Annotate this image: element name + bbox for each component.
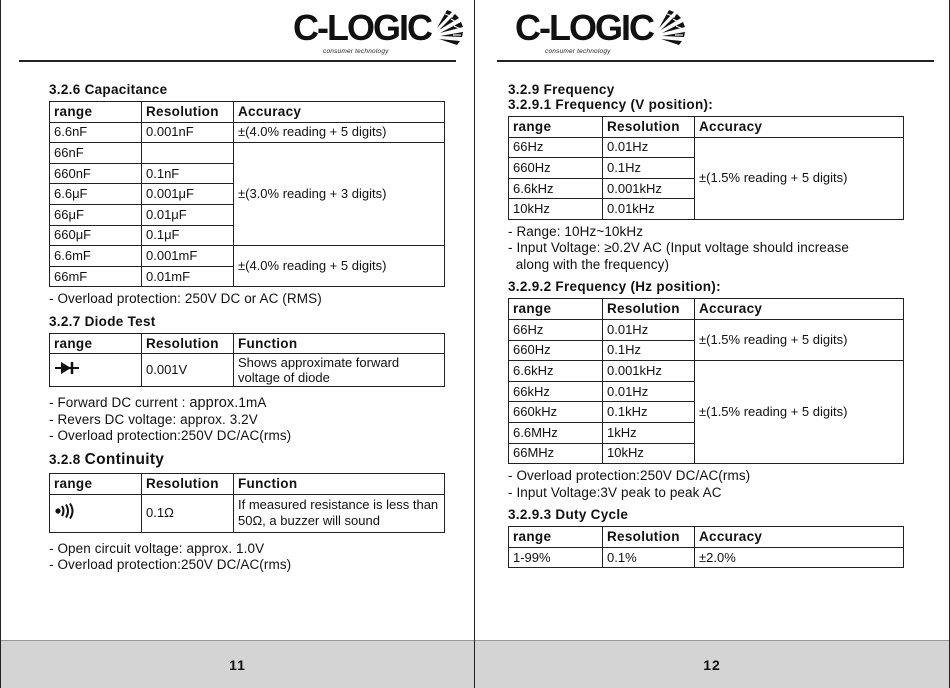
cell-range: 660Hz bbox=[509, 340, 603, 361]
buzzer-icon bbox=[54, 503, 76, 519]
col-accuracy: Accuracy bbox=[695, 117, 904, 138]
continuity-note: - Overload protection:250V DC/AC(rms) bbox=[49, 557, 292, 573]
cell-resolution: 0.01mF bbox=[142, 266, 234, 287]
cell-range: 6.6μF bbox=[50, 184, 142, 205]
cell-range: 66kHz bbox=[509, 381, 603, 402]
cell-resolution: 0.01μF bbox=[142, 204, 234, 225]
cell-resolution: 0.1nF bbox=[142, 163, 234, 184]
cell-resolution: 0.01Hz bbox=[603, 320, 695, 341]
cell-resolution: 0.001nF bbox=[142, 122, 234, 143]
cell-resolution: 0.001kHz bbox=[603, 178, 695, 199]
page-footer bbox=[475, 640, 949, 688]
diode-title: 3.2.7 Diode Test bbox=[49, 313, 156, 329]
capacitance-title: 3.2.6 Capacitance bbox=[49, 82, 168, 97]
page-right bbox=[475, 0, 950, 688]
table-row bbox=[509, 320, 904, 341]
table-row bbox=[509, 547, 904, 568]
table-row bbox=[50, 246, 445, 267]
page-footer bbox=[1, 640, 474, 688]
page-number: 11 bbox=[229, 656, 246, 673]
table-row bbox=[509, 361, 904, 382]
diode-icon bbox=[54, 360, 80, 376]
page-number: 12 bbox=[703, 656, 721, 673]
cell-resolution: 0.1Ω bbox=[142, 494, 234, 532]
cell-range: 6.6nF bbox=[50, 122, 142, 143]
brand-logo bbox=[293, 7, 465, 55]
col-resolution: Resolution bbox=[142, 102, 234, 123]
table-row bbox=[509, 137, 904, 158]
cell-resolution: 0.001kHz bbox=[603, 361, 695, 382]
col-accuracy: Accuracy bbox=[695, 299, 904, 320]
cell-resolution: 0.1kHz bbox=[603, 402, 695, 423]
capacitance-table bbox=[49, 101, 445, 287]
cell-resolution: 0.01kHz bbox=[603, 199, 695, 220]
cell-resolution: 0.01Hz bbox=[603, 381, 695, 402]
cell-range: 66Hz bbox=[509, 320, 603, 341]
cell-range: 66mF bbox=[50, 266, 142, 287]
logo-fan-icon bbox=[653, 8, 687, 48]
cell-accuracy: ±(4.0% reading + 5 digits) bbox=[234, 122, 445, 143]
brand-name: C-LOGIC bbox=[515, 7, 653, 48]
col-range: range bbox=[509, 527, 603, 548]
diode-note-overload: - Overload protection:250V DC/AC(rms) bbox=[49, 428, 292, 444]
cell-range: 66nF bbox=[50, 143, 142, 164]
col-resolution: Resolution bbox=[603, 117, 695, 138]
cell-resolution: 0.001mF bbox=[142, 246, 234, 267]
table-row bbox=[50, 494, 445, 532]
col-function: Function bbox=[234, 333, 445, 354]
col-range: range bbox=[50, 333, 142, 354]
cell-resolution: 0.1μF bbox=[142, 225, 234, 246]
cell-resolution bbox=[142, 143, 234, 164]
cell-range: 660Hz bbox=[509, 158, 603, 179]
cell-resolution: 10kHz bbox=[603, 443, 695, 464]
duty-table bbox=[508, 526, 904, 568]
cell-resolution: 0.001μF bbox=[142, 184, 234, 205]
cell-range: 660nF bbox=[50, 163, 142, 184]
cell-range bbox=[50, 354, 142, 387]
logo-fan-icon bbox=[431, 8, 465, 48]
cell-resolution: 0.1Hz bbox=[603, 158, 695, 179]
cell-resolution: 0.01Hz bbox=[603, 137, 695, 158]
col-resolution: Resolution bbox=[142, 333, 234, 354]
frequency-hz-note: - Input Voltage:3V peak to peak AC bbox=[508, 484, 722, 500]
cell-range: 66MHz bbox=[509, 443, 603, 464]
brand-tagline: consumer technology bbox=[323, 48, 389, 55]
continuity-title bbox=[49, 451, 449, 469]
diode-table bbox=[49, 333, 445, 388]
cell-resolution: 0.1% bbox=[603, 547, 695, 568]
frequency-title: 3.2.9 Frequency bbox=[508, 82, 615, 97]
left-content bbox=[49, 82, 449, 574]
continuity-table bbox=[49, 473, 445, 533]
cell-accuracy: ±(3.0% reading + 3 digits) bbox=[234, 143, 445, 246]
cell-resolution: 0.001V bbox=[142, 354, 234, 387]
col-range: range bbox=[50, 473, 142, 494]
frequency-v-note: - Range: 10Hz~10kHz bbox=[508, 223, 644, 239]
col-resolution: Resolution bbox=[142, 473, 234, 494]
cell-accuracy: ±(1.5% reading + 5 digits) bbox=[695, 361, 904, 464]
col-range: range bbox=[509, 117, 603, 138]
cell-range: 6.6kHz bbox=[509, 178, 603, 199]
frequency-v-note: along with the frequency) bbox=[508, 256, 670, 272]
cell-function: If measured resistance is less than 50Ω, a buzzer will sound bbox=[234, 494, 445, 532]
table-row bbox=[50, 143, 445, 164]
cell-range bbox=[50, 494, 142, 532]
cell-range: 6.6MHz bbox=[509, 423, 603, 444]
diode-note-forward bbox=[49, 395, 449, 412]
note-text: - Forward DC current : bbox=[49, 395, 190, 411]
col-resolution: Resolution bbox=[603, 527, 695, 548]
brand-logo bbox=[515, 7, 687, 55]
frequency-hz-table bbox=[508, 298, 904, 464]
cell-range: 6.6mF bbox=[50, 246, 142, 267]
cell-range: 6.6kHz bbox=[509, 361, 603, 382]
table-row bbox=[50, 354, 445, 387]
cell-accuracy: ±(1.5% reading + 5 digits) bbox=[695, 320, 904, 361]
cell-range: 66Hz bbox=[509, 137, 603, 158]
cell-accuracy: ±2.0% bbox=[695, 547, 904, 568]
brand-tagline: consumer technology bbox=[545, 48, 611, 55]
col-resolution: Resolution bbox=[603, 299, 695, 320]
capacitance-note: - Overload protection: 250V DC or AC (RMS) bbox=[49, 291, 322, 307]
right-content bbox=[508, 82, 908, 568]
note-value: 1mA bbox=[238, 395, 267, 411]
col-function: Function bbox=[234, 473, 445, 494]
diode-note-revers: - Revers DC voltage: approx. 3.2V bbox=[49, 411, 258, 427]
header-rule bbox=[19, 60, 456, 62]
cell-accuracy: ±(1.5% reading + 5 digits) bbox=[695, 137, 904, 219]
col-range: range bbox=[50, 102, 142, 123]
cell-range: 1-99% bbox=[509, 547, 603, 568]
cell-range: 10kHz bbox=[509, 199, 603, 220]
col-range: range bbox=[509, 299, 603, 320]
cell-range: 66μF bbox=[50, 204, 142, 225]
cell-range: 660μF bbox=[50, 225, 142, 246]
cell-resolution: 0.1Hz bbox=[603, 340, 695, 361]
col-accuracy: Accuracy bbox=[695, 527, 904, 548]
frequency-v-note: - Input Voltage: ≥0.2V AC (Input voltage should increase bbox=[508, 240, 849, 256]
frequency-hz-note: - Overload protection:250V DC/AC(rms) bbox=[508, 468, 751, 484]
title-word: Continuity bbox=[84, 450, 165, 468]
title-number: 3.2.8 bbox=[49, 451, 81, 467]
frequency-hz-title: 3.2.9.2 Frequency (Hz position): bbox=[508, 279, 721, 295]
header-rule bbox=[497, 60, 934, 62]
cell-accuracy: ±(4.0% reading + 5 digits) bbox=[234, 246, 445, 287]
cell-resolution: 1kHz bbox=[603, 423, 695, 444]
note-approx: approx. bbox=[189, 395, 239, 412]
brand-name: C-LOGIC bbox=[293, 7, 431, 48]
col-accuracy: Accuracy bbox=[234, 102, 445, 123]
duty-title: 3.2.9.3 Duty Cycle bbox=[508, 507, 629, 523]
table-row bbox=[50, 122, 445, 143]
frequency-v-title: 3.2.9.1 Frequency (V position): bbox=[508, 97, 714, 112]
cell-function: Shows approximate forward voltage of diode bbox=[234, 354, 445, 387]
frequency-v-table bbox=[508, 116, 904, 220]
cell-range: 660kHz bbox=[509, 402, 603, 423]
continuity-note: - Open circuit voltage: approx. 1.0V bbox=[49, 540, 265, 556]
